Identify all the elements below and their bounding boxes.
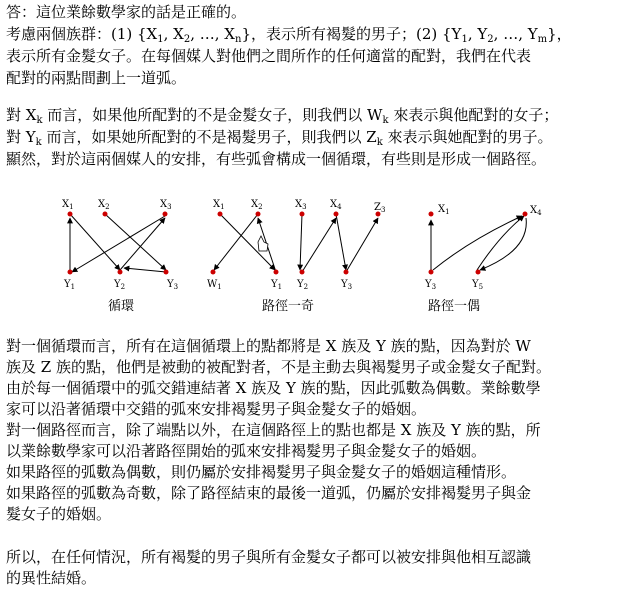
definition-line-3: 表示所有金髮女子。在每個媒人對他們之間所作的任何適當的配對，我們在代表 <box>6 47 532 65</box>
caption-even-path: 路徑一偶 <box>428 299 481 314</box>
label-x2: $X_2$ <box>98 199 110 211</box>
subscript: k <box>35 137 42 148</box>
subscript: 2 <box>183 34 191 45</box>
odd-path-arc <box>346 218 378 272</box>
label-y1: $Y_1$ <box>271 279 283 291</box>
node-y5 <box>476 270 481 275</box>
node-x1 <box>68 212 73 217</box>
matching-diagrams <box>0 180 618 330</box>
caption-cycle: 循環 <box>108 299 135 314</box>
node-x1 <box>429 212 434 217</box>
label-x1: $X_1$ <box>213 199 225 211</box>
body-line: 由於每一個循環中的弧交錯連結著 X 族及 Y 族的點，因此弧數為偶數。業餘數學 <box>6 379 541 397</box>
cycle-path-statement: 顯然，對於這兩個媒人的安排，有些弧會構成一個循環，有些則是形成一個路徑。 <box>6 150 547 168</box>
node-y1 <box>68 270 73 275</box>
body-line: 對一個循環而言，所有在這個循環上的點都將是 X 族及 Y 族的點，因為對於 W <box>6 337 531 355</box>
label-x4: $X_4$ <box>530 205 542 217</box>
subscript: k <box>36 115 43 126</box>
subscript: k <box>376 137 383 148</box>
node-x4 <box>334 212 339 217</box>
body-line: 如果路徑的弧數為偶數，則仍屬於安排褐髮男子與金髮女子的婚姻這種情形。 <box>6 463 517 481</box>
odd-path-arc <box>300 214 302 270</box>
body-line: 家可以沿著循環中交錯的弧來安排褐髮男子與金髮女子的婚姻。 <box>6 400 427 418</box>
conclusion-line: 所以，在任何情況，所有褐髮的男子與所有金髮女子都可以被安排與他相互認識 <box>6 548 532 566</box>
node-y3 <box>164 270 169 275</box>
label-w1: $W_1$ <box>207 279 222 291</box>
node-y3 <box>429 270 434 275</box>
label-x3: $X_3$ <box>160 199 172 211</box>
label-y5: $Y_5$ <box>472 279 484 291</box>
definition-line-4: 配對的兩點間劃上一道弧。 <box>6 69 187 87</box>
label-x1: $X_1$ <box>62 199 74 211</box>
node-x3 <box>163 212 168 217</box>
even-path-arc <box>480 218 526 270</box>
subscript: k <box>382 115 389 126</box>
label-x4: $X_4$ <box>330 199 342 211</box>
cycle-arc <box>105 214 166 270</box>
body-line: 對一個路徑而言，除了端點以外，在這個路徑上的點也都是 X 族及 Y 族的點，所 <box>6 421 541 439</box>
odd-path-arc <box>220 214 275 270</box>
text-fragment: 對 X <box>6 106 37 124</box>
caption-odd-path: 路徑一奇 <box>262 299 315 314</box>
cycle-diagram <box>62 199 178 314</box>
subscript: m <box>537 34 548 45</box>
node-y1 <box>274 270 279 275</box>
label-y2: $Y_2$ <box>114 279 126 291</box>
cycle-arc <box>120 218 165 270</box>
even-path-arc <box>477 216 524 270</box>
odd-path-arc <box>336 214 346 270</box>
text-fragment: 對 Y <box>6 128 36 146</box>
yk-definition-line <box>6 127 553 147</box>
cycle-arc <box>70 214 120 270</box>
node-w1 <box>211 270 216 275</box>
conclusion-line: 的異性結婚。 <box>6 569 97 587</box>
node-x2 <box>103 212 108 217</box>
label-z3: $Z_3$ <box>374 202 386 214</box>
text-fragment: 來表示與他配對的女子； <box>388 106 559 124</box>
node-y2 <box>300 270 305 275</box>
label-x2: $X_2$ <box>251 199 263 211</box>
label-y3: $Y_3$ <box>341 279 353 291</box>
text-fragment: 而言，如果他所配對的不是金髮女子，則我們以 W <box>42 106 383 124</box>
even-path-arc <box>433 216 522 270</box>
cycle-arc <box>124 268 166 272</box>
label-x3: $X_3$ <box>295 199 307 211</box>
odd-path-arc <box>302 218 336 272</box>
text-fragment: , …, Y <box>493 25 538 43</box>
node-y2 <box>118 270 123 275</box>
cycle-arc <box>72 216 165 272</box>
odd-path-diagram <box>207 199 385 314</box>
text-fragment: 考慮兩個族群：(1) {X <box>6 25 158 43</box>
text-fragment: 來表示與她配對的男子。 <box>382 128 553 146</box>
subscript: 1 <box>461 34 468 45</box>
even-path-diagram <box>424 204 542 314</box>
body-line: 以業餘數學家可以沿著路徑開始的弧來安排褐髮男子與金髮女子的婚姻。 <box>6 442 487 460</box>
label-y1: $Y_1$ <box>64 279 76 291</box>
label-x1: $X_1$ <box>438 204 450 216</box>
body-line: 族及 Z 族的點，他們是被動的被配對者，不是主動去與褐髮男子或金髮女子配對。 <box>6 358 551 376</box>
subscript: 1 <box>157 34 164 45</box>
text-fragment: , …, X <box>190 25 235 43</box>
label-y3: $Y_3$ <box>425 279 437 291</box>
answer-line: 答：這位業餘數學家的話是正確的。 <box>6 3 247 21</box>
subscript: n <box>234 34 242 45</box>
text-fragment: 而言，如果她所配對的不是褐髮男子，則我們以 Z <box>41 128 377 146</box>
groups-definition-line <box>6 24 572 44</box>
label-y3: $Y_3$ <box>167 279 179 291</box>
node-x1 <box>218 212 223 217</box>
node-x2 <box>256 212 261 217</box>
node-x3 <box>300 212 305 217</box>
hand-cursor-icon <box>258 236 268 251</box>
text-fragment: , X <box>163 25 184 43</box>
odd-path-arc <box>214 214 258 270</box>
text-fragment: }， <box>547 25 572 43</box>
label-y2: $Y_2$ <box>297 279 309 291</box>
xk-definition-line <box>6 105 558 125</box>
body-line: 髮女子的婚姻。 <box>6 505 112 523</box>
text-fragment: }，表示所有褐髮的男子；(2) {Y <box>241 25 462 43</box>
node-y3 <box>344 270 349 275</box>
body-line: 如果路徑的弧數為奇數，除了路徑結束的最後一道弧，仍屬於安排褐髮男子與金 <box>6 484 532 502</box>
text-fragment: , Y <box>467 25 488 43</box>
node-x4 <box>523 212 528 217</box>
subscript: 2 <box>487 34 494 45</box>
